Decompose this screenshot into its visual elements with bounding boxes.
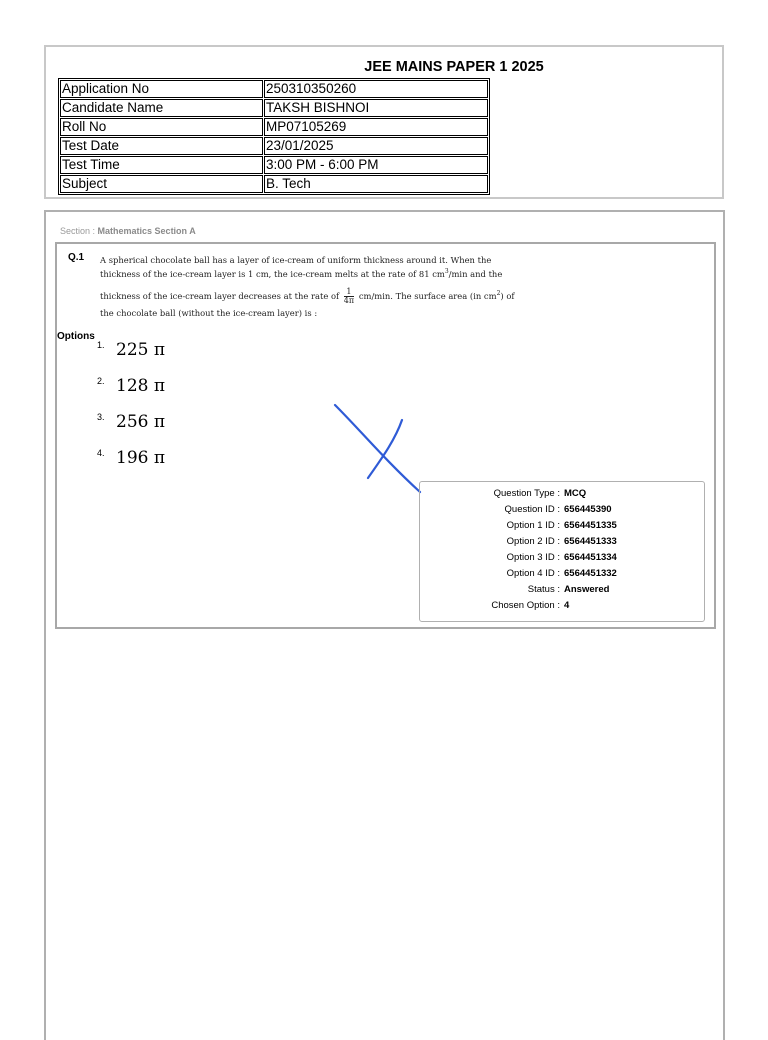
- fraction-denominator: 4π: [343, 295, 355, 305]
- section-label: [60, 226, 196, 236]
- table-row: [60, 156, 488, 174]
- table-row: [60, 175, 488, 193]
- section-prefix: Section :: [60, 226, 98, 236]
- info-value: 23/01/2025: [264, 137, 488, 155]
- info-label: Test Time: [60, 156, 263, 174]
- meta-key: Question Type :: [493, 488, 560, 499]
- options-label: Options: [57, 331, 95, 342]
- question-number: Q.1: [68, 252, 85, 263]
- info-value: 250310350260: [264, 80, 488, 98]
- info-value: 3:00 PM - 6:00 PM: [264, 156, 488, 174]
- meta-value: 656445390: [564, 504, 612, 515]
- meta-key: Question ID :: [504, 504, 560, 515]
- option-value: 196 π: [116, 448, 166, 468]
- question-fragment: /min and the: [448, 268, 503, 279]
- meta-row: [419, 568, 705, 584]
- question-line: [100, 288, 530, 305]
- meta-row: [419, 552, 705, 568]
- table-row: [60, 137, 488, 155]
- table-row: [60, 99, 488, 117]
- superscript: 3: [444, 268, 449, 275]
- info-value: MP07105269: [264, 118, 488, 136]
- question-line: [100, 266, 530, 280]
- pen-cross-mark-icon: [330, 400, 430, 495]
- question-fragment: thickness of the ice-cream layer decreases at the rate of: [100, 290, 340, 301]
- table-row: [60, 118, 488, 136]
- meta-row: [419, 536, 705, 552]
- info-label: Application No: [60, 80, 263, 98]
- info-value: TAKSH BISHNOI: [264, 99, 488, 117]
- meta-key: Option 4 ID :: [506, 568, 560, 579]
- spacer: [100, 280, 530, 288]
- meta-value: 6564451335: [564, 520, 617, 531]
- info-label: Candidate Name: [60, 99, 263, 117]
- info-label: Test Date: [60, 137, 263, 155]
- candidate-info-panel: [44, 45, 724, 199]
- table-row: [60, 80, 488, 98]
- candidate-info-table: [58, 78, 490, 195]
- meta-value: Answered: [564, 584, 610, 595]
- meta-row: [419, 504, 705, 520]
- superscript: 2: [496, 290, 501, 297]
- fraction: [344, 288, 354, 305]
- meta-key: Status :: [527, 584, 560, 595]
- info-value: B. Tech: [264, 175, 488, 193]
- info-label: Roll No: [60, 118, 263, 136]
- option-value: 256 π: [116, 412, 166, 432]
- meta-value: 4: [564, 600, 570, 611]
- question-fragment: thickness of the ice-cream layer is 1 cm, the ice-cream melts at the rate of 81 cm: [100, 268, 445, 279]
- meta-key: Chosen Option :: [491, 600, 560, 611]
- option-number: 4.: [97, 448, 105, 458]
- question-text: [100, 255, 530, 319]
- option-number: 1.: [97, 340, 105, 350]
- meta-key: Option 2 ID :: [506, 536, 560, 547]
- meta-value: 6564451334: [564, 552, 617, 563]
- meta-row: [419, 488, 705, 504]
- meta-key: Option 1 ID :: [506, 520, 560, 531]
- question-fragment: cm/min. The surface area (in cm: [358, 290, 497, 301]
- question-line: the chocolate ball (without the ice-cream layer) is :: [100, 307, 318, 318]
- meta-value: 6564451333: [564, 536, 617, 547]
- meta-row: [419, 600, 705, 616]
- fraction-numerator: 1: [346, 286, 352, 296]
- meta-row: [419, 584, 705, 600]
- option-value: 128 π: [116, 376, 166, 396]
- meta-row: [419, 520, 705, 536]
- option-number: 2.: [97, 376, 105, 386]
- section-name: Mathematics Section A: [97, 226, 196, 236]
- question-fragment: ) of: [500, 290, 515, 301]
- meta-key: Option 3 ID :: [506, 552, 560, 563]
- paper-title: JEE MAINS PAPER 1 2025: [364, 59, 544, 75]
- meta-value: 6564451332: [564, 568, 617, 579]
- option-value: 225 π: [116, 340, 166, 360]
- question-line: A spherical chocolate ball has a layer of ice-cream of uniform thickness around it. When the: [100, 255, 492, 265]
- meta-value: MCQ: [564, 488, 587, 499]
- option-number: 3.: [97, 412, 105, 422]
- info-label: Subject: [60, 175, 263, 193]
